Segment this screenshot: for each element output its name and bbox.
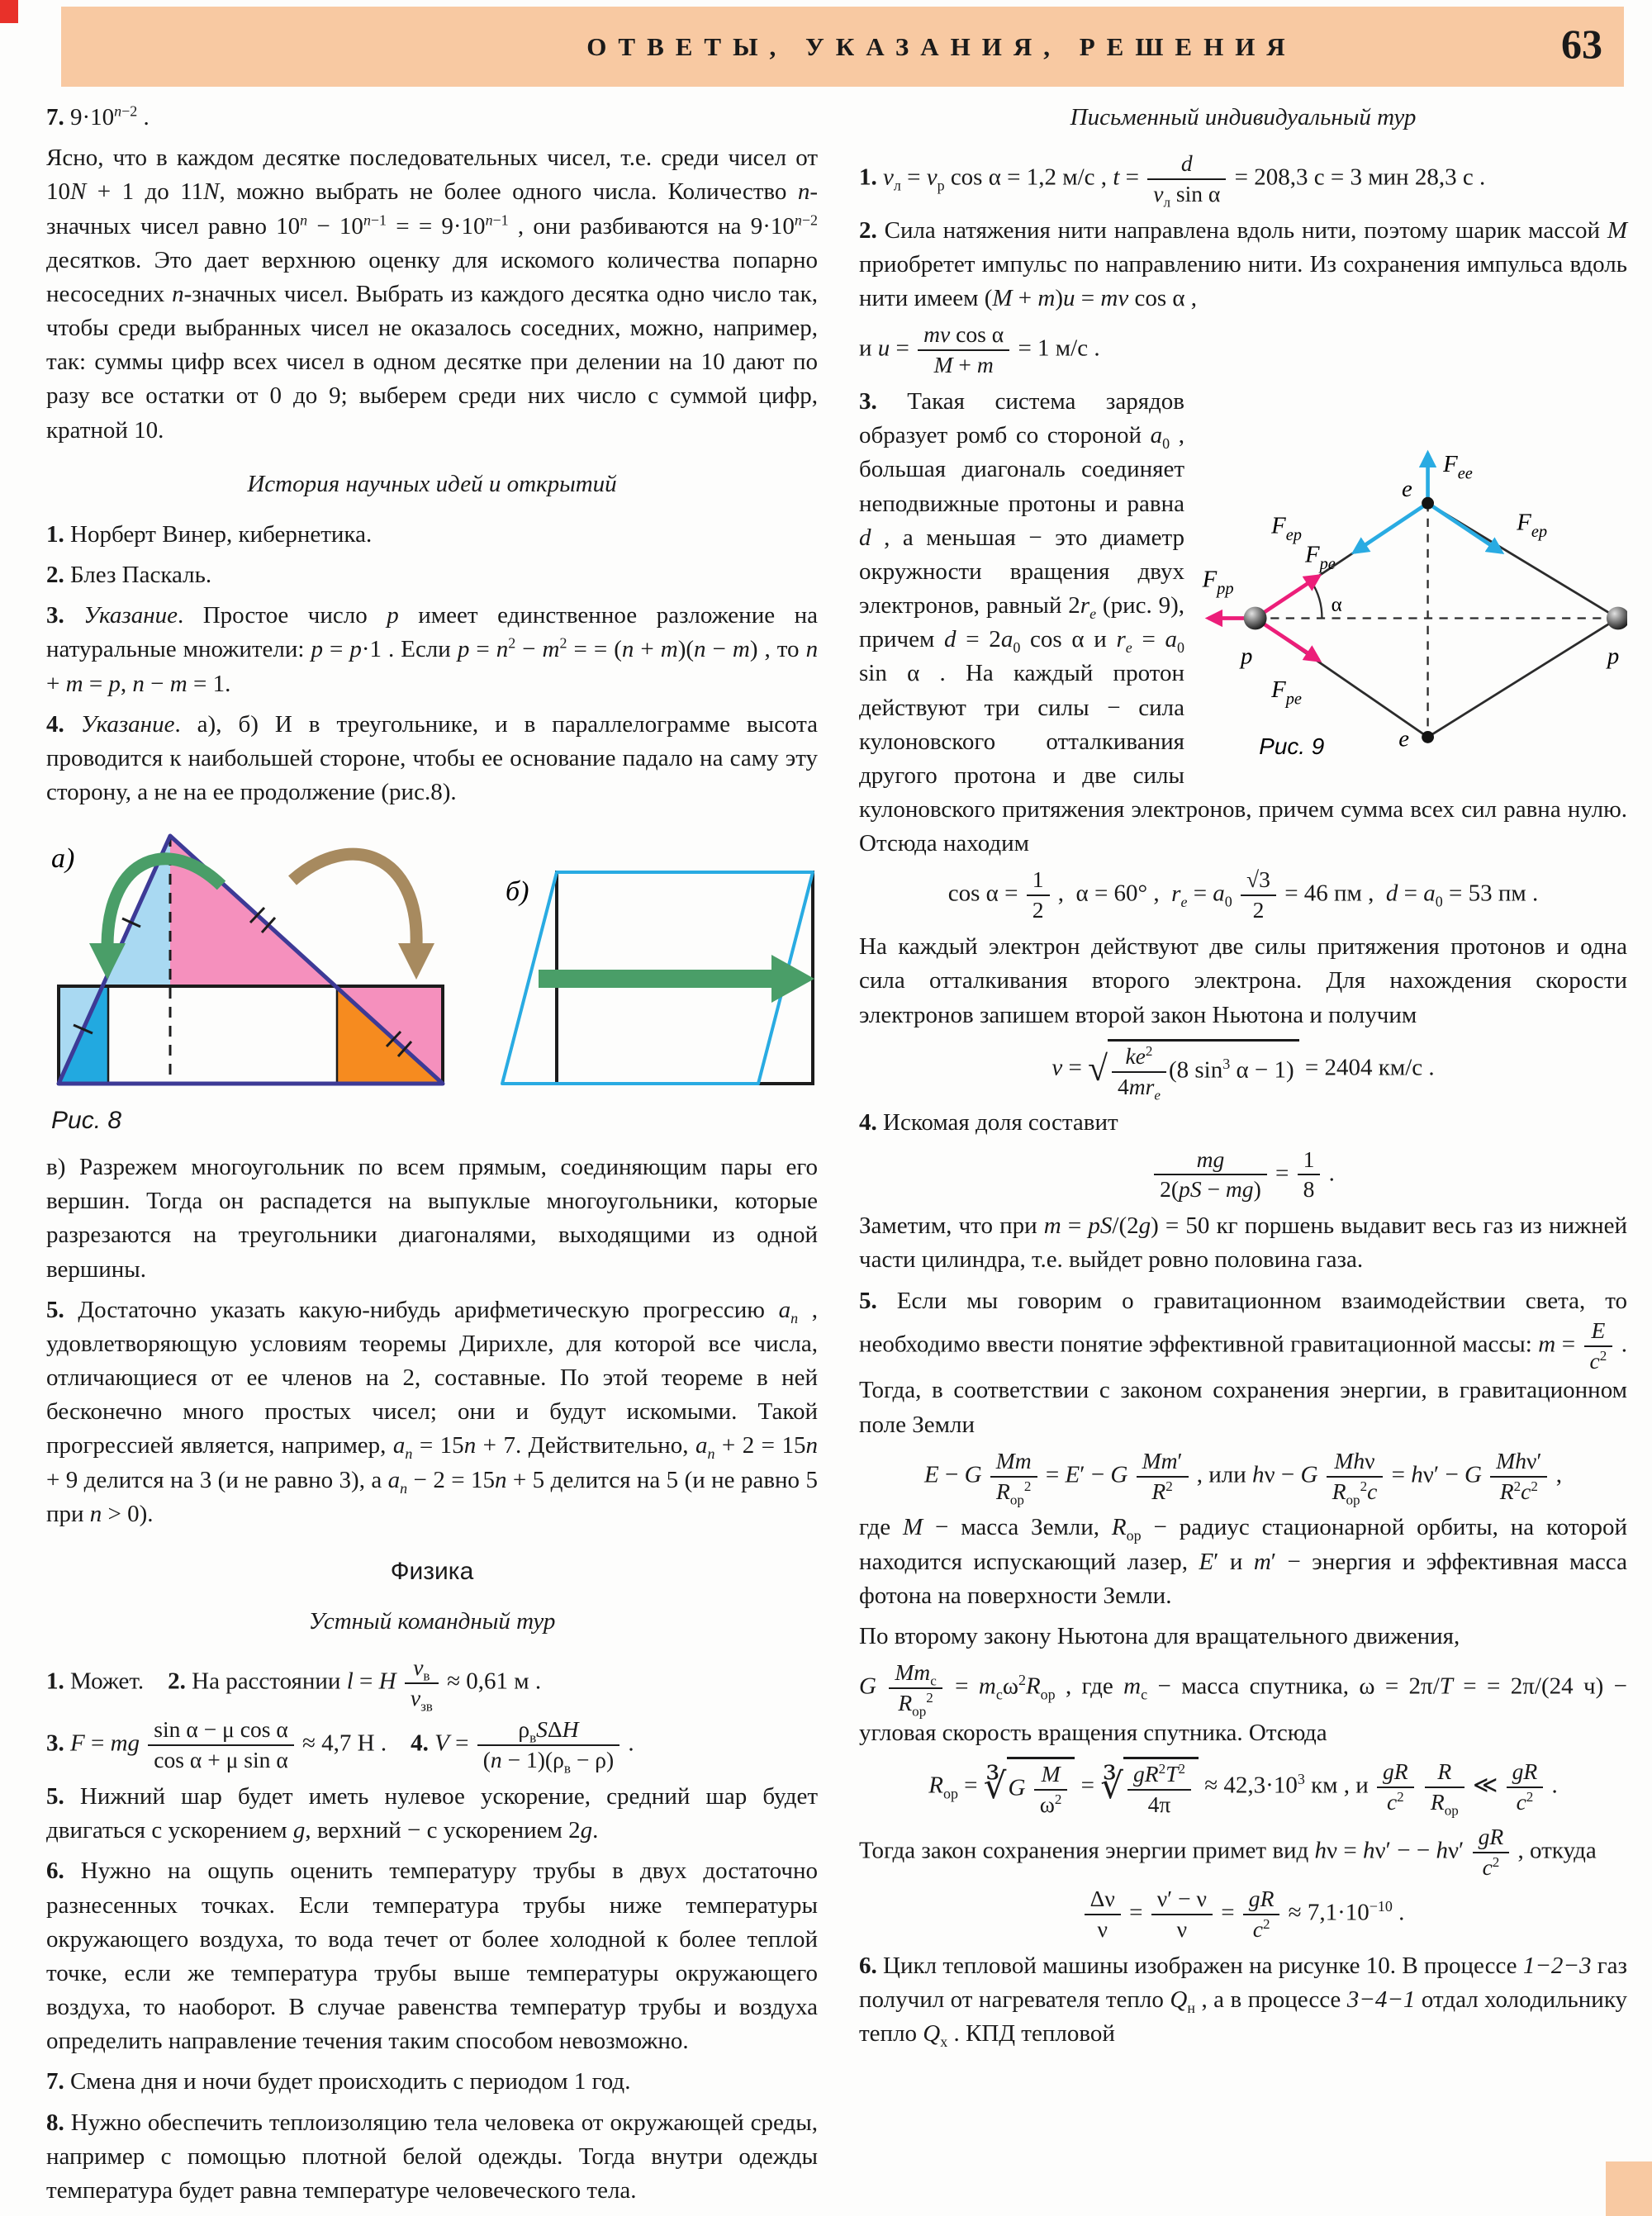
physics-item-8: 8. Нужно обеспечить теплоизоляцию тела человека от окружающей среды, например с помощью плотной белой одежды. Тогда внутри одежды температура будет равна температуре человеческого тела. <box>46 2109 818 2204</box>
written-item-3-text: 3. Такая система зарядов образует ромб со стороной $a_0$ , большая диагональ соединяет неподвижные протоны и равна d , а меньшая − это диаметр окружности вращения двух электронов, равный $2r_e$ (рис. 9), причем $d = 2a_0$ cos α и $r_e = a_0$ sin α . На каждый протон действуют три силы − сила кулоновского отталкивания другого протона и две силы кулоновского притяжения электронов, причем сумма всех сил равна нулю. Отсюда находим <box>859 388 1627 857</box>
physics-items-1-2: 1. Может. 2. На расстоянии l = H $v_в$ $v_{зв}$ ≈ 0,61 м . <box>46 1654 542 1715</box>
written-item-5-formula-2: $R_{ор}$ = ∛G $\frac{M}{\omega^2}$ = ∛ $\frac{gR^2T^2}{4\pi}$ ≈ $42,3\cdot 10^3$ км , и $\frac{gR}{c^2}$ R $R_{ор}$ ≪ $\frac{gR}{c^2}$ . <box>928 1758 1558 1819</box>
electron-bottom-dot <box>1422 731 1434 743</box>
force-Fep-right-label: $F_{ep}$ <box>1517 509 1548 542</box>
written-item-2-formula: и u = $\frac{\text{mv cos α}}{M + m}$ = 1 м/с . <box>859 321 1100 378</box>
figure-9 <box>1198 430 1627 760</box>
written-item-5-text-5: Тогда закон сохранения энергии примет вид hν = hν′ − − hν′ $\frac{gR}{c^2}$ , откуда <box>859 1823 1597 1880</box>
corner-red-mark <box>0 0 18 23</box>
written-item-5-formula-3: $\frac{\Delta\nu}{\nu}$ = $\frac{\nu' - \nu}{\nu}$ = $\frac{gR}{c^2}$ ≈ $7,1\cdot 10^{-10}$ . <box>859 1886 1627 1943</box>
physics-item-6: 6. Нужно на ощупь оценить температуру трубы в двух достаточно разнесенных точках. Если температура трубы ниже температуры окружающего воздуха, то вода течет от более холодной к более теплой точке, если же температура трубы выше температуры окружающего воздуха, то наоборот. В случае равенства температур трубы и воздуха определить направление течения таким способом невозможно. <box>46 1858 818 2055</box>
electron-bottom-label: e <box>1398 725 1410 752</box>
figure-8b-label: б) <box>506 876 529 908</box>
section-physics-heading: Физика <box>390 1557 474 1585</box>
force-Fpe-lower-label: $F_{pe}$ <box>1271 676 1302 709</box>
written-round-heading: Письменный индивидуальный тур <box>1070 104 1417 130</box>
force-Fep-right-arrow <box>1428 503 1502 552</box>
electron-top-label: e <box>1402 475 1412 502</box>
green-shift-arrowhead <box>771 955 814 1003</box>
written-item-2: 2. Сила натяжения нити направлена вдоль нити, поэтому шарик массой M приобретет импульс по направлению нити. Из сохранения импульса вдоль нити имеем (M + m)u = mv cos α , <box>859 216 1627 312</box>
written-item-3-block <box>859 385 1627 861</box>
history-item-1: 1. Норберт Винер, кибернетика. <box>46 520 373 548</box>
physics-item-7: 7. Смена дня и ночи будет происходить с периодом 1 год. <box>46 2068 631 2095</box>
brown-curved-arrow-icon <box>292 854 416 945</box>
force-Fep-left-label: $F_{ep}$ <box>1271 512 1302 544</box>
item-v-text: в) Разрежем многоугольник по всем прямым, соединяющим пары его вершин. Тогда он распадется на выпуклые многоугольники, которые разрезаются на треугольники диагоналями, выходящими из одной вершины. <box>46 1154 818 1283</box>
brown-arrowhead <box>398 943 434 980</box>
written-item-4-formula: $\frac{mg}{2(pS - mg)}$ = $\frac{1}{8}$ . <box>859 1147 1627 1203</box>
page-number: 63 <box>1561 21 1602 67</box>
force-Fpe-upper-label: $F_{pe}$ <box>1305 541 1336 574</box>
proton-right-dot <box>1607 607 1627 630</box>
figure-9-caption: Рис. 9 <box>1259 733 1325 759</box>
written-item-1: 1. $v_л = v_р$ cos α = 1,2 м/с , t = d $v_л$ sin α = 208,3 с = 3 мин 28,3 с . <box>859 150 1486 211</box>
force-Fee-label: $F_{ee}$ <box>1443 451 1473 483</box>
force-Fpp-label: $F_{pp}$ <box>1202 566 1234 598</box>
oral-round-heading: Устный командный тур <box>308 1607 556 1635</box>
history-item-2: 2. Блез Паскаль. <box>46 562 212 589</box>
written-item-6: 6. Цикл тепловой машины изображен на рисунке 10. В процессе 1−2−3 газ получил от нагревателя тепло $Q_н$ , а в процессе 3−4−1 отдал холодильнику тепло $Q_х$ . КПД тепловой <box>859 1953 1627 2051</box>
written-item-5-text-3: По второму закону Ньютона для вращательного движения, <box>859 1622 1460 1649</box>
alpha-label: α <box>1331 594 1342 617</box>
green-shift-arrow-shaft <box>539 970 771 988</box>
header-title: ОТВЕТЫ, УКАЗАНИЯ, РЕШЕНИЯ <box>586 32 1297 61</box>
history-item-4: 4. Указание. а), б) И в треугольнике, и в параллелограмме высота проводится к наибольшей стороне, чтобы ее основание падало на саму эту сторону, а не на ее продолжение (рис.8). <box>46 710 818 806</box>
item-5-text: 5. Достаточно указать какую-нибудь арифметическую прогрессию $a_n$ , удовлетворяющую условиям теоремы Дирихле, для которой все числа, отличающиеся от ее членов на 2, составные. По этой теореме в ней бесконечно много простых чисел; они и будут искомыми. Такой прогрессией является, например, $a_n = 15n + 7$. Действительно, $a_n + 2 = 15n + 9$ делится на 3 (и не равно 3), а $a_n - 2 = 15n + 5$ делится на 5 (и не равно 5 при n > 0). <box>46 1296 819 1527</box>
page-header <box>61 7 1624 87</box>
right-column <box>859 101 1627 2058</box>
history-item-3: 3. Указание. Простое число p имеет единственное разложение на натуральные множители: p = p·1 . Если $p = n^2 - m^2$ = = (n + m)(n − m) , то n + m = p, n − m = 1. <box>46 602 819 697</box>
electron-top-dot <box>1422 497 1434 510</box>
written-item-5-text-4: G $Mm_с$ $R_{ор}^2$ = $m_с\omega^2R_{ор}$ , где $m_с$ − масса спутника, ω = 2π/T = = 2π/(24 ч) − угловая скорость вращения спутника. Отсюда <box>859 1659 1628 1746</box>
alpha-angle-arc <box>1311 581 1322 619</box>
figure-8-caption: Рис. 8 <box>51 1107 122 1135</box>
written-item-4-note: Заметим, что при m = pS/(2g) = 50 кг поршень выдавит весь газ из нижней части цилиндра, т.е. выйдет ровно половина газа. <box>859 1212 1627 1274</box>
proton-left-label: p <box>1241 643 1253 670</box>
written-item-4: 4. Искомая доля составит <box>859 1109 1118 1136</box>
answer-7-head: 7. $9\cdot 10^{n-2}$ . <box>46 102 150 130</box>
written-item-5: 5. Если мы говорим о гравитационном взаимодействии света, то необходимо ввести понятие эффективной гравитационной массы: m = $\frac{E}{c^2}$ . Тогда, в соответствии с законом сохранения энергии, в гравитационном поле Земли <box>859 1287 1628 1438</box>
section-history-heading: История научных идей и открытий <box>247 470 617 497</box>
figure-8 <box>46 821 818 1139</box>
written-item-3-formula-2: v = √ $ke^2$ $4mr_e$ (8 $\sin^3 \alpha - 1) = 2404$ км/с . <box>859 1039 1627 1100</box>
written-item-5-text-2: где M − масса Земли, $R_{ор}$ − радиус стационарной орбиты, на которой находится испускающий лазер, E′ и m′ − энергия и эффективная масса фотона на поверхности Земли. <box>859 1514 1628 1609</box>
proton-left-dot <box>1244 607 1267 630</box>
written-item-5-formula-1: E − G Mm $R_{ор}^2$ = E′ − G $\frac{Mm'}{R^2}$ , или hν − G Mhν $R_{ор}^2c$ = hν′ − G Mhν′ $R^2c^2$ , <box>924 1447 1562 1508</box>
rhombus-outline <box>1256 503 1618 737</box>
figure-8a-label: а) <box>51 843 75 875</box>
written-item-3-text-2: На каждый электрон действуют две силы притяжения протонов и одна сила отталкивания второго электрона. Для нахождения скорости электронов запишем второй закон Ньютона и получим <box>859 933 1627 1028</box>
written-item-3-formula-1: cos α = $\frac{1}{2}$ , α = 60° , $r_e = a_0$ $\frac{√3}{2}$ = 46 пм , $d = a_0 = 53$ пм . <box>947 866 1539 923</box>
force-Fep-left-arrow <box>1354 503 1427 552</box>
proton-right-label: p <box>1607 643 1620 670</box>
physics-items-3-4: 3. F = mg $\frac{\text{sin α − μ cos α}}{\text{cos α + μ sin α}}$ ≈ 4,7 Н . 4. V = $\rho_вS\Delta H$ $(n - 1)(\rho_в - \rho)$ . <box>46 1716 634 1777</box>
left-column <box>46 101 818 2214</box>
figure-8-drawing <box>46 821 814 1094</box>
corner-peach-block <box>1606 2161 1652 2216</box>
answer-7-text: Ясно, что в каждом десятке последовательных чисел, т.е. среди чисел от 10N + 1 до 11N, можно выбрать не более одного числа. Количество n-значных чисел равно $10^n - 10^{n-1}$ = = $9\cdot 10^{n-1}$ , они разбиваются на $9\cdot 10^{n-2}$ десятков. Это дает верхнюю оценку для искомого количества попарно несоседних n-значных чисел. Выбрать из каждого десятка одно число так, чтобы среди выбранных чисел не оказалось соседних, можно, например, так: суммы цифр всех чисел в одном десятке при делении на 10 дают по разу все остатки от 0 до 9; выберем среди них число с суммой цифр, кратной 10. <box>46 145 818 444</box>
physics-item-5: 5. Нижний шар будет иметь нулевое ускорение, средний шар будет двигаться с ускорением g, верхний − с ускорением 2g. <box>46 1783 818 1844</box>
